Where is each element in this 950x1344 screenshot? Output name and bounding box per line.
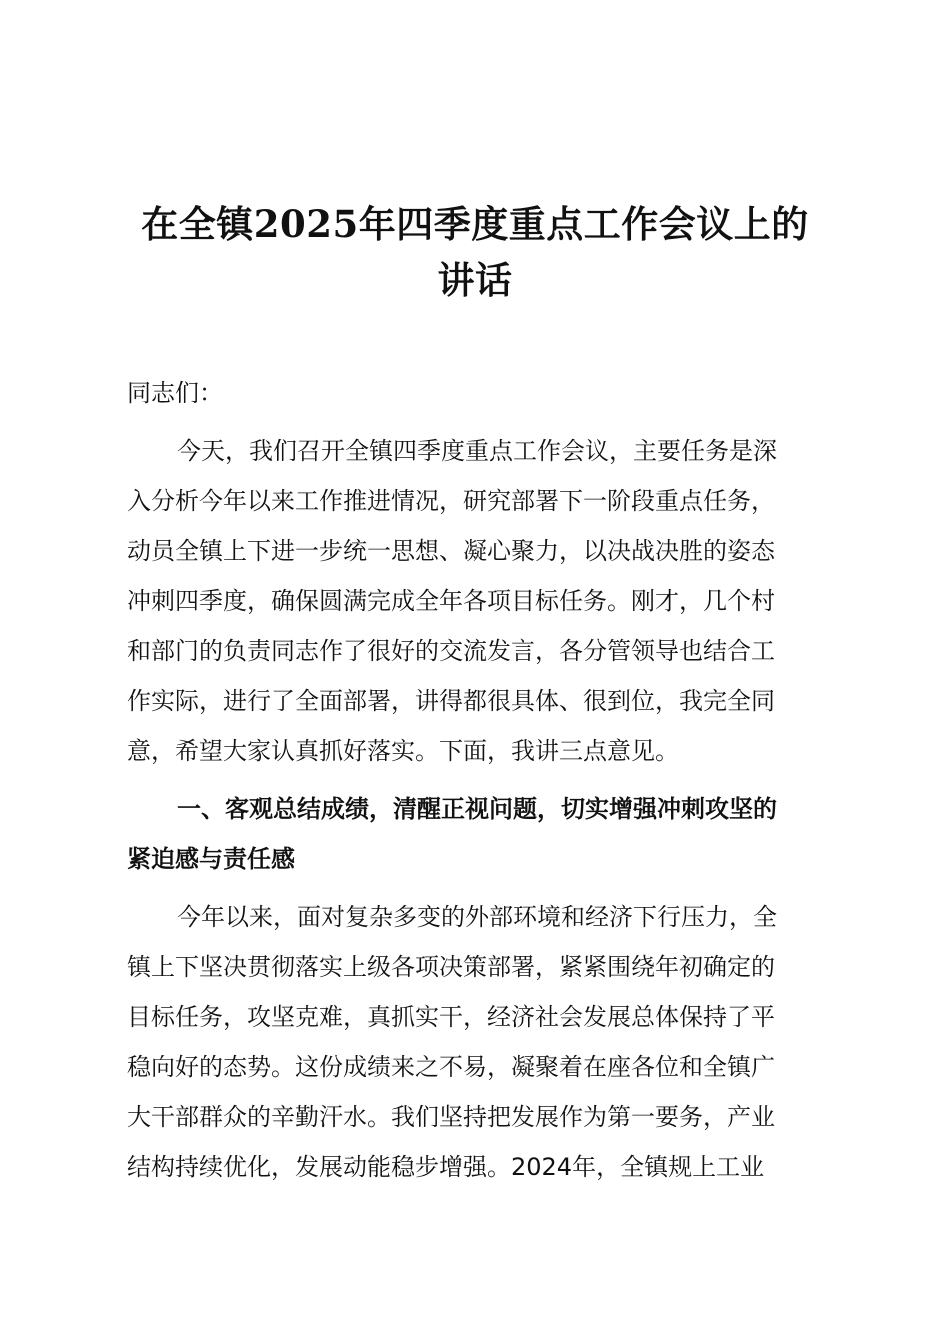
paragraph-line: 冲刺四季度，确保圆满完成全年各项目标任务。刚才，几个村 [127, 587, 775, 615]
paragraph-opening [127, 426, 823, 776]
document-body [127, 368, 823, 1192]
paragraph-line: 结构持续优化，发展动能稳步增强。2024年，全镇规上工业 [127, 1153, 765, 1181]
document-title [0, 196, 950, 308]
heading-line: 紧迫感与责任感 [127, 845, 295, 873]
title-line-2: 讲话 [437, 258, 513, 302]
paragraph-line: 入分析今年以来工作推进情况，研究部署下一阶段重点任务， [127, 487, 775, 515]
paragraph-line: 今天，我们召开全镇四季度重点工作会议，主要任务是深 [177, 437, 777, 465]
paragraph-line: 和部门的负责同志作了很好的交流发言，各分管领导也结合工 [127, 637, 775, 665]
paragraph-line: 目标任务，攻坚克难，真抓实干，经济社会发展总体保持了平 [127, 1003, 775, 1031]
paragraph-line: 大干部群众的辛勤汗水。我们坚持把发展作为第一要务，产业 [127, 1103, 775, 1131]
paragraph-line: 今年以来，面对复杂多变的外部环境和经济下行压力，全 [177, 903, 777, 931]
heading-line: 一、客观总结成绩，清醒正视问题，切实增强冲刺攻坚的 [177, 795, 777, 823]
paragraph-line: 稳向好的态势。这份成绩来之不易，凝聚着在座各位和全镇广 [127, 1053, 775, 1081]
section-heading-1 [127, 784, 823, 884]
paragraph-line: 作实际，进行了全面部署，讲得都很具体、很到位，我完全同 [127, 687, 775, 715]
paragraph-line: 意，希望大家认真抓好落实。下面，我讲三点意见。 [127, 737, 679, 765]
paragraph-summary [127, 892, 823, 1192]
paragraph-line: 动员全镇上下进一步统一思想、凝心聚力，以决战决胜的姿态 [127, 537, 775, 565]
title-line-1: 在全镇2025年四季度重点工作会议上的 [141, 202, 809, 246]
paragraph-line: 镇上下坚决贯彻落实上级各项决策部署，紧紧围绕年初确定的 [127, 953, 775, 981]
salutation: 同志们： [127, 379, 223, 407]
